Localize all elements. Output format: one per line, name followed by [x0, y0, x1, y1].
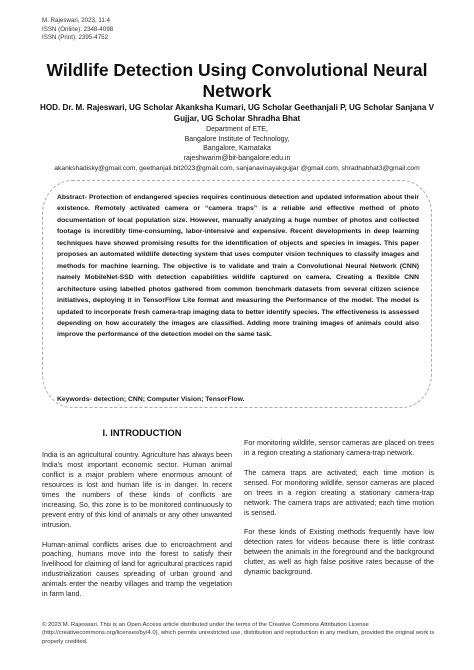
abstract-body: Protection of endangered species requires continuous detection and updated information about their existence. Remotely activated camera or “camera traps” is a reliable and effective method of photo documentation of local population size. However, manually analyzing a huge number of photos and collected footage is incredibly time-consuming, labor-intensive and expensive. Recent developments in deep learning techniques have showed promising results for the identification of objects and species in images. This paper proposes an automated wildlife detecting system that uses computer vision techniques to classify images and methods for machine learning. The objective is to validate and train a Convolutional Neural Network (CNN) namely MobileNet-SSD with detection capabilities wildlife captured on camera. Creating a flexible CNN architecture using labelled photos gathered from common benchmark datasets from several citizen science initiatives, deploying it in TensorFlow Lite format and measuring the Performance of the model. The model is updated to incorporate fresh camera-trap imaging data to better identify species. The effectiveness is assessed depending on how accurately the images are classified. Adding more training images of animals could also improve the performance of the detection model on the same task. — [57, 194, 419, 339]
affiliation — [40, 125, 434, 163]
affiliation-institute: Bangalore Institute of Technology, — [184, 135, 290, 143]
journal-meta — [42, 17, 113, 43]
section-heading-introduction: I. INTRODUCTION — [102, 428, 182, 438]
license-footer: © 2023 M. Rajeswari. This is an Open Access article distributed under the terms of the Creative Commons Attribution License (http://creativecommons.org/licenses/by/4.0), which permits unrestricted use, distribution and reproduction in any medium, provided the original work is properly credited. — [42, 622, 435, 645]
abstract-label: Abstract- — [57, 194, 87, 201]
paper-title: Wildlife Detection Using Convolutional Neural Network — [46, 60, 428, 101]
affiliation-department: Department of ETE, — [206, 126, 268, 133]
right-column — [244, 438, 434, 587]
issn-online: ISSN (Online): 2348-4098 — [42, 25, 114, 33]
author-emails: akankshadisky@gmail.com, geethanjali.bit2023@gmail.com, sanjanavinayakgujjar @gmail.com, shradhabhat3@gmail.com — [54, 165, 420, 172]
intro-paragraph: For these kinds of Existing methods frequently have low detection rates for videos because there is little contrast between the animals in the foreground and the background clutter, as well as high false positive rates because of the dynamic background. — [244, 527, 434, 577]
intro-paragraph: Human-animal conflicts arises due to encroachment and poaching, humans move into the forest to satisfy their livelihood for claiming of land for agricultural practices rapid industrialization causes spreading of urban ground and animals enter the nearby villages and tramp the vegetation in farm land. — [42, 539, 232, 599]
citation-line: M. Rajeswari, 2023, 11:4 — [42, 17, 110, 24]
left-column — [42, 450, 232, 609]
affiliation-email: rajeshwarim@bit-bangalore.edu.in — [183, 154, 291, 162]
affiliation-city: Bangalore, Karnataka — [203, 145, 271, 153]
issn-print: ISSN (Print): 2395-4752 — [42, 34, 109, 42]
intro-paragraph: For monitoring wildlife, sensor cameras are placed on trees in a region creating a stationary camera-trap network. — [244, 438, 434, 457]
author-list: HOD. Dr. M. Rajeswari, UG Scholar Akanksha Kumari, UG Scholar Geethanjali P, UG Scholar Sanjana V Gujjar, UG Scholar Shradha Bhat — [39, 103, 435, 123]
intro-paragraph: India is an agricultural country. Agriculture has always been India’s most important economic sector. Human animal conflict is a major problem where enormous amount of resources is lost and human life is in danger. In recent times the numbers of these kinds of conflicts are increasing. So, this zone is to be monitored continuously to prevent entry of this kind of animals or any other unwanted intrusion. — [42, 450, 232, 529]
intro-paragraph: The camera traps are activated; each time motion is sensed. For monitoring wildlife, sensor cameras are placed on trees in a region creating a stationary camera-trap network. The camera traps are activated; each time motion is sensed. — [244, 467, 434, 517]
keywords: Keywords- detection; CNN; Computer Vision; TensorFlow. — [57, 396, 245, 403]
abstract — [57, 192, 419, 341]
